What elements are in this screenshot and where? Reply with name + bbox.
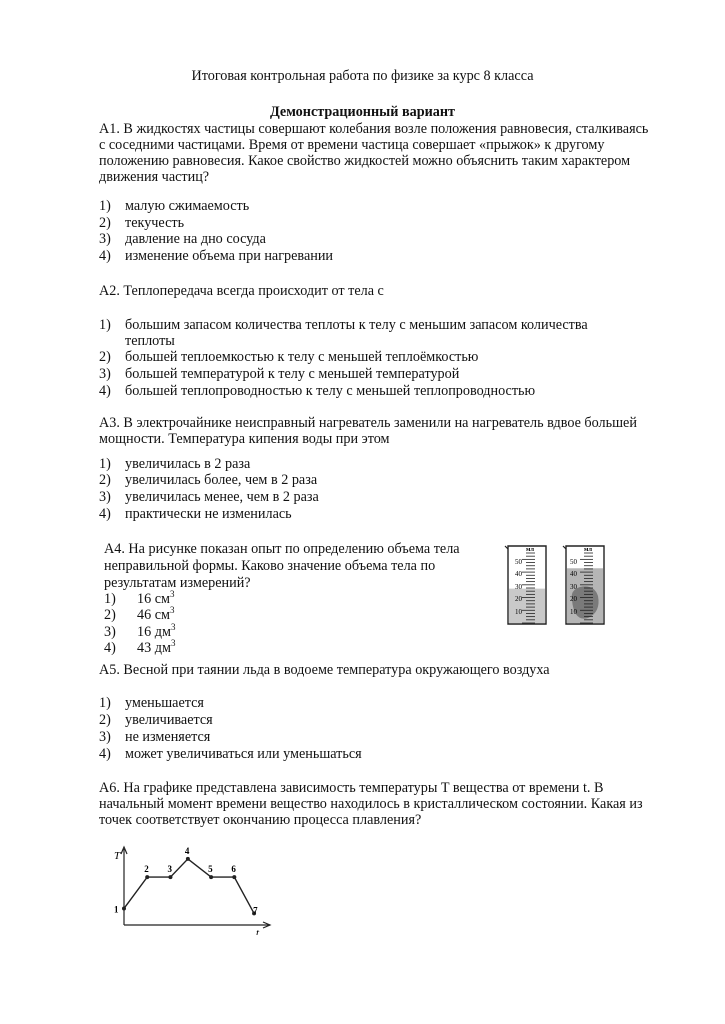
point-label-5: 5 bbox=[208, 864, 213, 875]
y-axis-label: T bbox=[114, 850, 121, 862]
option-text: изменение объема при нагревании bbox=[125, 248, 334, 264]
right-cylinder bbox=[563, 546, 604, 624]
tick-label: 40 bbox=[515, 570, 522, 578]
tick-label: 10 bbox=[570, 608, 577, 616]
question-text-line: с соседними частицами. Время от времени частица совершает «прыжок» к другому bbox=[99, 137, 605, 153]
point-4 bbox=[186, 857, 190, 861]
option-number: 3) bbox=[99, 729, 111, 745]
option-text: 43 $дм^3$ bbox=[137, 638, 176, 656]
option-number: 1) bbox=[99, 456, 111, 472]
option-text: теплоты bbox=[125, 333, 175, 349]
option-number: 1) bbox=[99, 695, 111, 711]
tick-label: 50 bbox=[515, 558, 522, 566]
unit-label: мл bbox=[525, 546, 535, 553]
option-text: большей температурой к телу с меньшей температурой bbox=[125, 366, 460, 382]
option-text: увеличивается bbox=[125, 712, 213, 728]
option-text: малую сжимаемость bbox=[125, 198, 250, 214]
point-label-2: 2 bbox=[144, 864, 149, 875]
option-text: большей теплопроводностью к телу с меньшей теплопроводностью bbox=[125, 383, 536, 399]
left-cylinder bbox=[505, 546, 546, 624]
option-text: большей теплоемкостью к телу с меньшей теплоёмкостью bbox=[125, 349, 479, 365]
option-number: 3) bbox=[99, 489, 111, 505]
point-6 bbox=[232, 875, 236, 879]
option-number: 4) bbox=[99, 746, 111, 762]
option-number: 2) bbox=[99, 472, 111, 488]
question-text-line: точек соответствует окончанию процесса плавления? bbox=[99, 812, 422, 828]
tick-label: 20 bbox=[570, 595, 577, 603]
question-text-line: А1. В жидкостях частицы совершают колебания возле положения равновесия, сталкиваясь bbox=[99, 121, 649, 137]
option-text: 16 $см^3$ bbox=[137, 589, 175, 607]
tick-label: 40 bbox=[570, 570, 577, 578]
option-text: увеличилась более, чем в 2 раза bbox=[125, 472, 318, 488]
option-text: уменьшается bbox=[125, 695, 204, 711]
measuring-cylinders-figure bbox=[502, 540, 614, 630]
option-number: 3) bbox=[99, 231, 111, 247]
option-number: 2) bbox=[104, 607, 116, 623]
option-text: большим запасом количества теплоты к телу с меньшим запасом количества bbox=[125, 317, 588, 333]
page-title: Итоговая контрольная работа по физике за курс 8 класса bbox=[191, 68, 534, 84]
point-5 bbox=[209, 875, 213, 879]
variant-title: Демонстрационный вариант bbox=[269, 104, 456, 120]
option-number: 1) bbox=[104, 591, 116, 607]
tick-label: 30 bbox=[515, 583, 522, 591]
point-label-4: 4 bbox=[184, 845, 190, 856]
question-text-line: А5. Весной при таянии льда в водоеме температура окружающего воздуха bbox=[99, 662, 550, 678]
point-label-1: 1 bbox=[114, 904, 119, 915]
option-text: 16 $дм^3$ bbox=[137, 622, 176, 640]
left-water-level bbox=[509, 589, 545, 623]
option-number: 1) bbox=[99, 198, 111, 214]
point-label-3: 3 bbox=[167, 864, 172, 875]
tick-label: 50 bbox=[570, 558, 577, 566]
point-1 bbox=[122, 906, 126, 910]
point-label-7: 7 bbox=[253, 905, 258, 916]
tick-label: 10 bbox=[515, 608, 522, 616]
option-number: 2) bbox=[99, 215, 111, 231]
question-text-line: А6. На графике представлена зависимость температуры T вещества от времени t. В bbox=[99, 780, 604, 796]
question-text-line: результатам измерений? bbox=[104, 575, 251, 591]
option-text: увеличилась в 2 раза bbox=[125, 456, 251, 472]
option-number: 4) bbox=[99, 506, 111, 522]
point-label-6: 6 bbox=[231, 864, 236, 875]
option-text: давление на дно сосуда bbox=[125, 231, 266, 247]
option-number: 4) bbox=[104, 640, 116, 656]
tick-label: 20 bbox=[515, 595, 522, 603]
option-number: 3) bbox=[104, 624, 116, 640]
option-text: 46 $см^3$ bbox=[137, 605, 175, 623]
option-number: 1) bbox=[99, 317, 111, 333]
option-text: увеличилась менее, чем в 2 раза bbox=[125, 489, 319, 505]
option-number: 3) bbox=[99, 366, 111, 382]
question-text-line: мощности. Температура кипения воды при этом bbox=[99, 431, 390, 447]
option-text: может увеличиваться или уменьшаться bbox=[125, 746, 362, 762]
option-number: 4) bbox=[99, 383, 111, 399]
question-text-line: неправильной формы. Каково значение объема тела по bbox=[104, 558, 436, 574]
unit-label: мл bbox=[583, 546, 593, 553]
option-text: текучесть bbox=[125, 215, 185, 231]
option-number: 2) bbox=[99, 712, 111, 728]
option-number: 2) bbox=[99, 349, 111, 365]
tick-label: 30 bbox=[570, 583, 577, 591]
x-axis-label: t bbox=[256, 927, 260, 935]
question-text-line: движения частиц? bbox=[99, 169, 210, 185]
question-text-line: А4. На рисунке показан опыт по определению объема тела bbox=[104, 541, 460, 557]
option-text: практически не изменилась bbox=[125, 506, 292, 522]
temperature-time-chart bbox=[110, 843, 280, 935]
question-text-line: начальный момент времени вещество находилось в кристаллическом состоянии. Какая из bbox=[99, 796, 643, 812]
option-number: 4) bbox=[99, 248, 111, 264]
point-3 bbox=[168, 875, 172, 879]
option-text: не изменяется bbox=[125, 729, 211, 745]
point-2 bbox=[145, 875, 149, 879]
question-text-line: положению равновесия. Какое свойство жидкостей можно объяснить таким характером bbox=[99, 153, 631, 169]
question-text-line: А2. Теплопередача всегда происходит от тела с bbox=[99, 283, 384, 299]
question-text-line: А3. В электрочайнике неисправный нагреватель заменили на нагреватель вдвое большей bbox=[99, 415, 637, 431]
